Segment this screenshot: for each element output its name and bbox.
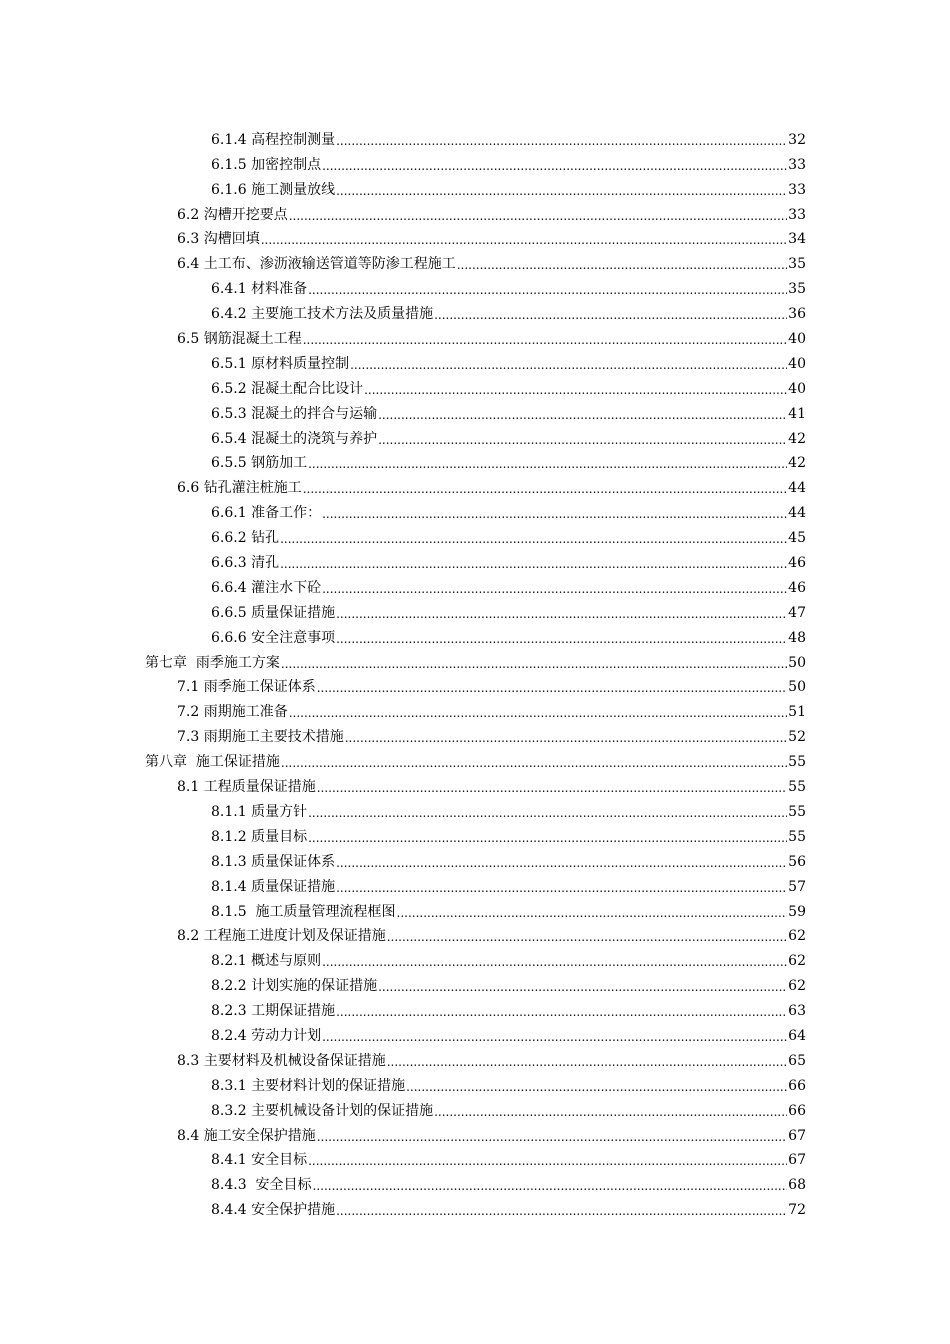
toc-entry[interactable]	[0, 149, 950, 174]
toc-entry[interactable]	[0, 248, 950, 273]
toc-entry-page-number: 65	[788, 1052, 806, 1069]
toc-dot-leader	[378, 407, 787, 423]
toc-entry-page-number: 55	[788, 828, 806, 845]
toc-entry[interactable]	[0, 1169, 950, 1194]
toc-entry-page-number: 33	[788, 156, 806, 173]
toc-entry-title: 6.5.3 混凝土的拌合与运输	[211, 405, 378, 422]
toc-entry[interactable]	[0, 970, 950, 995]
toc-entry-page-number: 46	[788, 555, 806, 572]
toc-entry-page-number: 44	[788, 480, 806, 497]
toc-entry-title: 6.1.4 高程控制测量	[211, 131, 336, 148]
toc-entry-page-number: 67	[788, 1152, 806, 1169]
toc-dot-leader	[308, 456, 787, 472]
toc-entry-page-number: 44	[788, 505, 806, 522]
toc-entry-title: 7.1 雨季施工保证体系	[177, 679, 316, 696]
toc-dot-leader	[303, 332, 787, 348]
toc-entry-page-number: 62	[788, 928, 806, 945]
toc-entry[interactable]	[0, 746, 950, 771]
toc-entry-page-number: 51	[788, 704, 806, 721]
toc-dot-leader	[336, 183, 787, 199]
toc-entry-page-number: 56	[788, 853, 806, 870]
toc-entry-page-number: 66	[788, 1102, 806, 1119]
toc-entry-title: 6.5.4 混凝土的浇筑与养护	[211, 430, 378, 447]
toc-entry-page-number: 55	[788, 754, 806, 771]
toc-entry[interactable]	[0, 522, 950, 547]
toc-entry-page-number: 55	[788, 803, 806, 820]
toc-entry-title: 8.1.4 质量保证措施	[211, 878, 336, 895]
toc-dot-leader	[322, 1029, 787, 1045]
toc-entry-title: 6.6.4 灌注水下砼	[211, 579, 322, 596]
toc-entry-page-number: 55	[788, 779, 806, 796]
toc-entry[interactable]	[0, 672, 950, 697]
toc-dot-leader	[317, 780, 787, 796]
toc-entry-page-number: 50	[788, 679, 806, 696]
toc-entry-page-number: 42	[788, 430, 806, 447]
toc-dot-leader	[322, 506, 787, 522]
toc-entry-title: 6.3 沟槽回填	[177, 231, 260, 248]
toc-entry-title: 8.2.4 劳动力计划	[211, 1027, 322, 1044]
toc-dot-leader	[280, 531, 787, 547]
toc-entry[interactable]	[0, 945, 950, 970]
toc-dot-leader	[289, 208, 787, 224]
toc-dot-leader	[317, 1129, 787, 1145]
toc-entry-title: 8.2.1 概述与原则	[211, 953, 322, 970]
toc-entry-title: 8.3.1 主要材料计划的保证措施	[211, 1077, 406, 1094]
toc-entry[interactable]	[0, 721, 950, 746]
toc-entry-title: 8.2 工程施工进度计划及保证措施	[177, 928, 386, 945]
toc-entry-title: 6.1.6 施工测量放线	[211, 181, 336, 198]
toc-dot-leader	[336, 1004, 787, 1020]
toc-dot-leader	[336, 880, 787, 896]
toc-entry-title: 6.4.2 主要施工技术方法及质量措施	[211, 306, 434, 323]
toc-entry[interactable]	[0, 647, 950, 672]
toc-dot-leader	[457, 257, 787, 273]
toc-entry[interactable]	[0, 1120, 950, 1145]
toc-entry[interactable]	[0, 1070, 950, 1095]
toc-entry-page-number: 33	[788, 181, 806, 198]
toc-entry-title: 8.1.1 质量方针	[211, 803, 308, 820]
toc-dot-leader	[336, 855, 787, 871]
toc-dot-leader	[350, 357, 787, 373]
toc-entry-page-number: 40	[788, 331, 806, 348]
toc-entry-page-number: 67	[788, 1127, 806, 1144]
toc-entry[interactable]	[0, 896, 950, 921]
toc-dot-leader	[317, 680, 787, 696]
toc-entry-page-number: 41	[788, 405, 806, 422]
toc-entry-title: 6.1.5 加密控制点	[211, 156, 322, 173]
toc-entry[interactable]	[0, 423, 950, 448]
toc-entry[interactable]	[0, 1145, 950, 1170]
toc-entry[interactable]	[0, 547, 950, 572]
toc-entry-title: 8.2.3 工期保证措施	[211, 1003, 336, 1020]
toc-entry-page-number: 72	[788, 1202, 806, 1219]
toc-dot-leader	[378, 979, 787, 995]
toc-entry-title: 6.6.2 钻孔	[211, 530, 280, 547]
toc-entry-page-number: 34	[788, 231, 806, 248]
toc-dot-leader	[345, 730, 787, 746]
toc-entry-title: 8.2.2 计划实施的保证措施	[211, 978, 378, 995]
toc-dot-leader	[313, 1178, 788, 1194]
toc-dot-leader	[308, 1153, 787, 1169]
toc-entry[interactable]	[0, 273, 950, 298]
toc-entry-title: 6.2 沟槽开挖要点	[177, 206, 288, 223]
toc-dot-leader	[322, 158, 787, 174]
toc-entry-page-number: 62	[788, 953, 806, 970]
toc-entry-page-number: 35	[788, 281, 806, 298]
toc-entry[interactable]	[0, 846, 950, 871]
toc-dot-leader	[336, 606, 787, 622]
toc-entry-title: 6.4 土工布、渗沥液输送管道等防渗工程施工	[177, 256, 456, 273]
toc-entry-title: 8.1.3 质量保证体系	[211, 853, 336, 870]
toc-entry[interactable]	[0, 1194, 950, 1219]
toc-entry-page-number: 68	[788, 1177, 806, 1194]
toc-dot-leader	[308, 282, 787, 298]
toc-entry-page-number: 35	[788, 256, 806, 273]
toc-dot-leader	[261, 232, 787, 248]
toc-entry-page-number: 57	[788, 878, 806, 895]
toc-entry[interactable]	[0, 348, 950, 373]
toc-dot-leader	[281, 755, 787, 771]
toc-entry[interactable]	[0, 497, 950, 522]
toc-entry[interactable]	[0, 199, 950, 224]
toc-entry[interactable]	[0, 323, 950, 348]
toc-entry[interactable]	[0, 124, 950, 149]
toc-dot-leader	[406, 1079, 787, 1095]
toc-entry-title: 第八章 施工保证措施	[145, 754, 280, 771]
toc-entry-title: 7.3 雨期施工主要技术措施	[177, 729, 344, 746]
toc-entry-title: 6.6.3 清孔	[211, 555, 280, 572]
toc-entry[interactable]	[0, 771, 950, 796]
toc-entry[interactable]	[0, 1045, 950, 1070]
toc-entry-title: 6.5.5 钢筋加工	[211, 455, 308, 472]
toc-entry-title: 6.6 钻孔灌注桩施工	[177, 480, 302, 497]
toc-entry-title: 8.3.2 主要机械设备计划的保证措施	[211, 1102, 434, 1119]
toc-entry[interactable]	[0, 448, 950, 473]
toc-entry-title: 6.6.6 安全注意事项	[211, 629, 336, 646]
toc-entry-title: 8.4.3 安全目标	[211, 1177, 312, 1194]
toc-entry-title: 6.4.1 材料准备	[211, 281, 308, 298]
toc-dot-leader	[289, 705, 787, 721]
toc-entry-page-number: 48	[788, 629, 806, 646]
toc-entry-title: 6.6.5 质量保证措施	[211, 604, 336, 621]
toc-entry[interactable]	[0, 921, 950, 946]
toc-dot-leader	[336, 631, 787, 647]
toc-entry-page-number: 32	[788, 131, 806, 148]
toc-entry[interactable]	[0, 796, 950, 821]
toc-entry-title: 8.4.4 安全保护措施	[211, 1202, 336, 1219]
toc-dot-leader	[322, 954, 787, 970]
toc-dot-leader	[387, 1054, 787, 1070]
toc-entry-title: 6.6.1 准备工作：	[211, 505, 322, 522]
toc-entry-title: 8.4.1 安全目标	[211, 1152, 308, 1169]
toc-entry-title: 8.3 主要材料及机械设备保证措施	[177, 1052, 386, 1069]
toc-entry-title: 8.4 施工安全保护措施	[177, 1127, 316, 1144]
toc-entry-title: 8.1.5 施工质量管理流程框图	[211, 903, 396, 920]
toc-entry[interactable]	[0, 1095, 950, 1120]
toc-dot-leader	[378, 432, 787, 448]
toc-entry-page-number: 64	[788, 1027, 806, 1044]
toc-entry-title: 8.1 工程质量保证措施	[177, 779, 316, 796]
toc-entry[interactable]	[0, 572, 950, 597]
toc-entry-page-number: 42	[788, 455, 806, 472]
toc-dot-leader	[434, 307, 787, 323]
toc-entry-page-number: 46	[788, 579, 806, 596]
toc-dot-leader	[303, 481, 787, 497]
toc-entry-page-number: 40	[788, 380, 806, 397]
toc-entry-page-number: 59	[788, 903, 806, 920]
toc-dot-leader	[308, 805, 787, 821]
toc-dot-leader	[336, 133, 787, 149]
toc-entry-page-number: 36	[788, 306, 806, 323]
table-of-contents	[0, 124, 950, 1219]
toc-dot-leader	[280, 556, 787, 572]
toc-dot-leader	[434, 1104, 787, 1120]
toc-entry[interactable]	[0, 1020, 950, 1045]
toc-entry-title: 6.5.1 原材料质量控制	[211, 355, 350, 372]
toc-dot-leader	[336, 1203, 787, 1219]
toc-entry-page-number: 45	[788, 530, 806, 547]
toc-dot-leader	[387, 929, 787, 945]
toc-entry[interactable]	[0, 174, 950, 199]
toc-entry[interactable]	[0, 871, 950, 896]
toc-dot-leader	[322, 581, 787, 597]
toc-entry-title: 8.1.2 质量目标	[211, 828, 308, 845]
toc-entry[interactable]	[0, 472, 950, 497]
toc-entry[interactable]	[0, 597, 950, 622]
toc-dot-leader	[397, 905, 788, 921]
toc-entry[interactable]	[0, 622, 950, 647]
toc-entry[interactable]	[0, 821, 950, 846]
toc-entry[interactable]	[0, 398, 950, 423]
toc-entry-title: 7.2 雨期施工准备	[177, 704, 288, 721]
toc-entry[interactable]	[0, 995, 950, 1020]
toc-entry-page-number: 66	[788, 1077, 806, 1094]
toc-entry-page-number: 50	[788, 654, 806, 671]
toc-dot-leader	[308, 830, 787, 846]
toc-entry-page-number: 63	[788, 1003, 806, 1020]
toc-entry[interactable]	[0, 373, 950, 398]
toc-dot-leader	[281, 656, 787, 672]
toc-entry-page-number: 47	[788, 604, 806, 621]
toc-entry-page-number: 52	[788, 729, 806, 746]
toc-entry-title: 6.5.2 混凝土配合比设计	[211, 380, 364, 397]
toc-entry-page-number: 33	[788, 206, 806, 223]
toc-dot-leader	[364, 382, 787, 398]
toc-entry-page-number: 62	[788, 978, 806, 995]
toc-entry-title: 6.5 钢筋混凝土工程	[177, 331, 302, 348]
toc-entry[interactable]	[0, 224, 950, 249]
toc-entry[interactable]	[0, 696, 950, 721]
toc-entry-title: 第七章 雨季施工方案	[145, 654, 280, 671]
toc-entry[interactable]	[0, 298, 950, 323]
toc-entry-page-number: 40	[788, 355, 806, 372]
